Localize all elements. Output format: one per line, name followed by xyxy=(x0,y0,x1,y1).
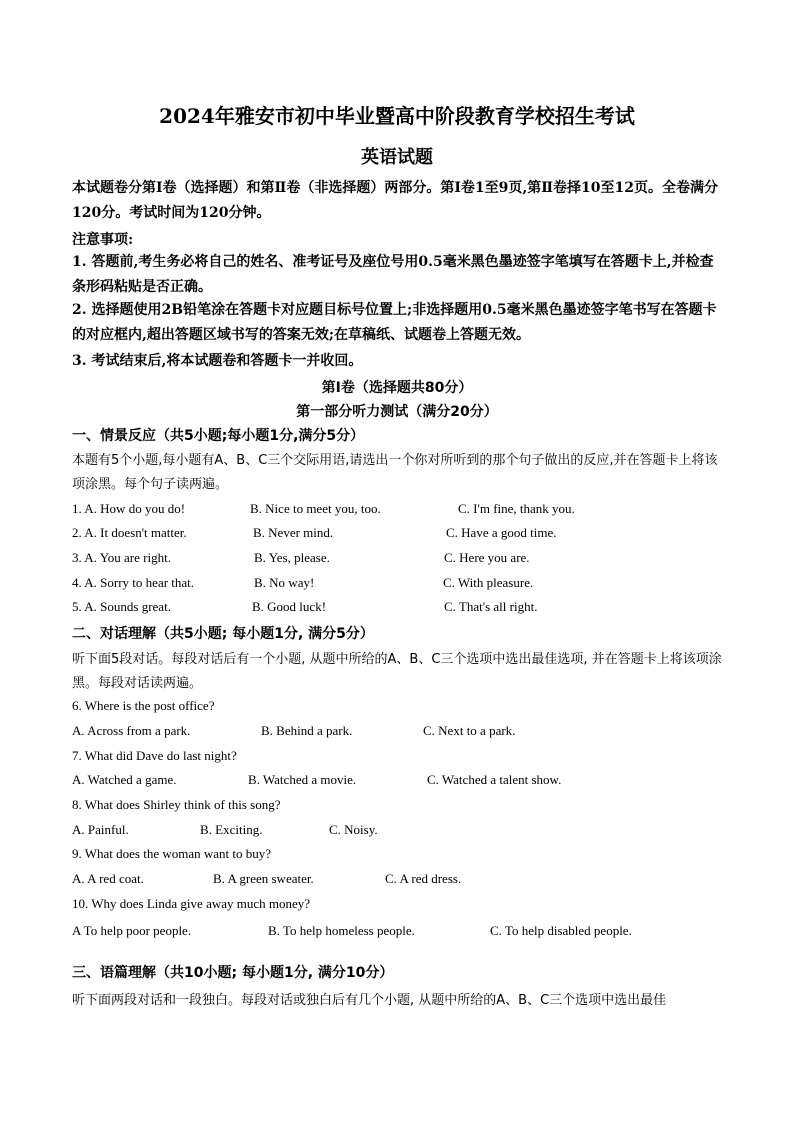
note-3: 3. 考试结束后,将本试题卷和答题卡一并收回。 xyxy=(72,353,363,369)
question-2-option-b: B. Never mind. xyxy=(253,525,334,540)
question-5-option-b: B. Good luck! xyxy=(252,599,327,614)
question-9-option-a: A. A red coat. xyxy=(72,871,144,886)
question-5-option-a: 5. A. Sounds great. xyxy=(72,599,171,614)
question-6-option-c: C. Next to a park. xyxy=(423,723,516,738)
section2-instructions: 听下面5段对话。每段对话后有一个小题, 从题中所给的A、B、C三个选项中选出最佳选项, 并在答题卡上将该项涂黑。每段对话读两遍。 xyxy=(72,652,722,691)
section3-heading: 三、语篇理解（共10小题; 每小题1分, 满分10分） xyxy=(72,965,394,981)
question-6-stem: 6. Where is the post office? xyxy=(72,698,215,713)
volume-heading: 第Ⅰ卷（选择题共80分） xyxy=(321,380,473,396)
section2-heading: 二、对话理解（共5小题; 每小题1分, 满分5分） xyxy=(72,626,374,642)
question-5-option-c: C. That's all right. xyxy=(444,599,538,614)
question-8-option-b: B. Exciting. xyxy=(200,822,263,837)
question-4-option-a: 4. A. Sorry to hear that. xyxy=(72,575,195,590)
exam-subtitle: 英语试题 xyxy=(361,147,433,168)
note-1: 1. 答题前,考生务必将自己的姓名、准考证号及座位号用0.5毫米黑色墨迹签字笔填写在答题卡上,并检查条形码粘贴是否正确。 xyxy=(72,254,714,295)
section3-instructions: 听下面两段对话和一段独白。每段对话或独白后有几个小题, 从题中所给的A、B、C三个选项中选出最佳 xyxy=(72,993,667,1008)
intro-paragraph: 本试题卷分第Ⅰ卷（选择题）和第Ⅱ卷（非选择题）两部分。第Ⅰ卷1至9页,第Ⅱ卷择10至12页。全卷满分120分。考试时间为120分钟。 xyxy=(72,180,719,221)
question-8-option-c: C. Noisy. xyxy=(329,822,378,837)
question-9-stem: 9. What does the woman want to buy? xyxy=(72,846,272,861)
part-heading: 第一部分听力测试（满分20分） xyxy=(296,404,498,420)
question-4-option-c: C. With pleasure. xyxy=(443,575,534,590)
question-7-option-a: A. Watched a game. xyxy=(72,772,177,787)
question-10-option-a: A To help poor people. xyxy=(72,923,192,938)
question-4-option-b: B. No way! xyxy=(254,575,315,590)
question-2-option-a: 2. A. It doesn't matter. xyxy=(72,525,187,540)
notes-heading: 注意事项: xyxy=(72,232,134,248)
question-9-option-c: C. A red dress. xyxy=(385,871,462,886)
question-1-option-a: 1. A. How do you do! xyxy=(72,501,186,516)
question-3-option-a: 3. A. You are right. xyxy=(72,550,171,565)
question-7-option-c: C. Watched a talent show. xyxy=(427,772,562,787)
question-3-option-b: B. Yes, please. xyxy=(254,550,330,565)
section1-instructions: 本题有5个小题,每小题有A、B、C三个交际用语,请选出一个你对所听到的那个句子做出的反应,并在答题卡上将该项涂黑。每个句子读两遍。 xyxy=(72,453,718,492)
question-1-option-b: B. Nice to meet you, too. xyxy=(250,501,381,516)
question-3-option-c: C. Here you are. xyxy=(444,550,530,565)
note-2: 2. 选择题使用2B铅笔涂在答题卡对应题目标号位置上;非选择题用0.5毫米黑色墨迹签字笔书写在答题卡的对应框内,超出答题区域书写的答案无效;在草稿纸、试题卷上答题无效。 xyxy=(72,302,717,343)
question-7-option-b: B. Watched a movie. xyxy=(248,772,357,787)
question-10-option-c: C. To help disabled people. xyxy=(490,923,632,938)
question-8-stem: 8. What does Shirley think of this song? xyxy=(72,797,281,812)
question-10-stem: 10. Why does Linda give away much money? xyxy=(72,896,311,911)
question-1-option-c: C. I'm fine, thank you. xyxy=(458,501,575,516)
question-7-stem: 7. What did Dave do last night? xyxy=(72,748,237,763)
question-6-option-b: B. Behind a park. xyxy=(261,723,353,738)
exam-title: 2024年雅安市初中毕业暨高中阶段教育学校招生考试 xyxy=(159,104,635,128)
section1-heading: 一、情景反应（共5小题;每小题1分,满分5分） xyxy=(72,428,365,444)
question-2-option-c: C. Have a good time. xyxy=(446,525,557,540)
question-9-option-b: B. A green sweater. xyxy=(213,871,314,886)
question-10-option-b: B. To help homeless people. xyxy=(268,923,415,938)
question-6-option-a: A. Across from a park. xyxy=(72,723,191,738)
question-8-option-a: A. Painful. xyxy=(72,822,129,837)
